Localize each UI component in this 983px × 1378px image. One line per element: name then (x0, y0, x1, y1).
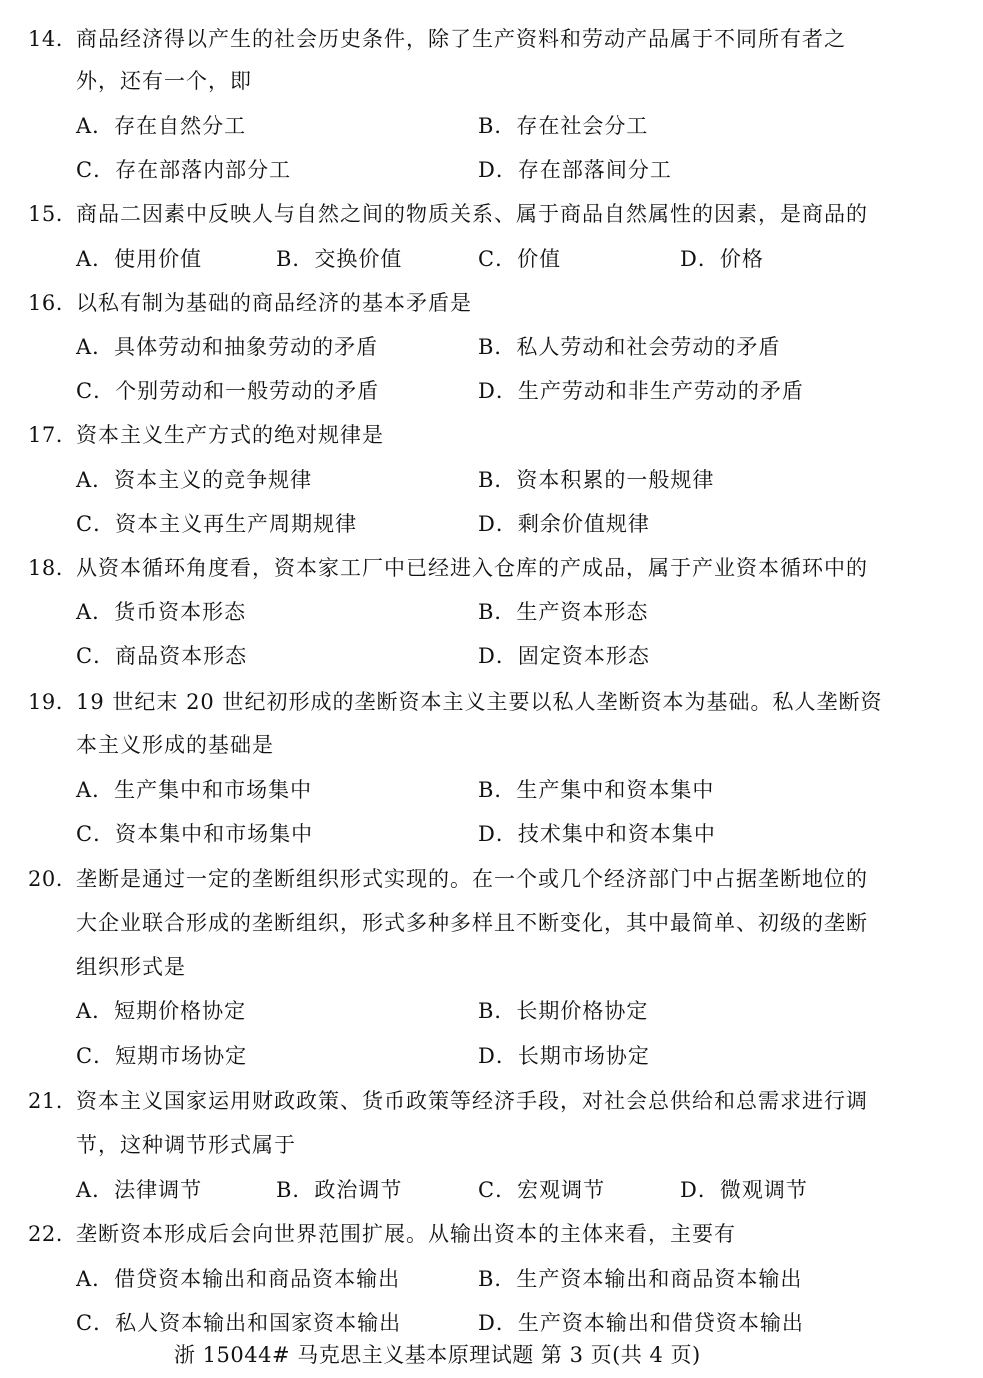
options-row (0, 819, 983, 849)
options-row (0, 1308, 983, 1338)
option-d: D．价格 (680, 247, 764, 271)
options-row (0, 155, 983, 185)
options-row (0, 465, 983, 495)
question-number: 22. (28, 1222, 63, 1246)
options-row (0, 597, 983, 627)
question-21 (0, 1086, 983, 1116)
option-a: A．货币资本形态 (76, 600, 247, 624)
question-stem-line: 商品经济得以产生的社会历史条件，除了生产资料和劳动产品属于不同所有者之 (76, 27, 846, 51)
option-b: B．生产资本输出和商品资本输出 (478, 1267, 803, 1291)
page-footer: 浙 15044# 马克思主义基本原理试题 第 3 页(共 4 页) (174, 1343, 701, 1367)
question-stem-line: 组织形式是 (76, 955, 186, 979)
options-row (0, 509, 983, 539)
question-stem-line: 以私有制为基础的商品经济的基本矛盾是 (76, 291, 472, 315)
options-row (0, 332, 983, 362)
option-c: C．价值 (478, 247, 562, 271)
option-b: B．政治调节 (276, 1178, 403, 1202)
option-d: D．固定资本形态 (478, 644, 650, 668)
question-number: 18. (28, 556, 63, 580)
question-20 (0, 864, 983, 894)
options-row (0, 996, 983, 1026)
question-number: 19. (28, 690, 63, 714)
options-row (0, 641, 983, 671)
option-a: A．资本主义的竞争规律 (76, 468, 313, 492)
question-stem-line: 资本主义生产方式的绝对规律是 (76, 423, 384, 447)
option-a: A．法律调节 (76, 1178, 203, 1202)
option-b: B．交换价值 (276, 247, 403, 271)
question-stem-line: 从资本循环角度看，资本家工厂中已经进入仓库的产成品，属于产业资本循环中的 (76, 556, 868, 580)
question-stem-line: 19 世纪末 20 世纪初形成的垄断资本主义主要以私人垄断资本为基础。私人垄断资 (76, 690, 883, 714)
question-22 (0, 1219, 983, 1249)
option-d: D．存在部落间分工 (478, 158, 672, 182)
question-stem-line: 垄断是通过一定的垄断组织形式实现的。在一个或几个经济部门中占据垄断地位的 (76, 867, 868, 891)
question-14-stem-cont (0, 66, 983, 96)
option-b: B．生产资本形态 (478, 600, 649, 624)
question-stem-line: 商品二因素中反映人与自然之间的物质关系、属于商品自然属性的因素，是商品的 (76, 202, 868, 226)
option-c: C．短期市场协定 (76, 1044, 248, 1068)
question-number: 15. (28, 202, 63, 226)
option-b: B．存在社会分工 (478, 114, 649, 138)
option-a: A．存在自然分工 (76, 114, 247, 138)
option-c: C．存在部落内部分工 (76, 158, 292, 182)
question-20-stem-cont (0, 908, 983, 938)
options-row (0, 244, 983, 274)
question-number: 14. (28, 27, 63, 51)
question-14 (0, 24, 983, 54)
option-c: C．资本集中和市场集中 (76, 822, 314, 846)
option-d: D．生产资本输出和借贷资本输出 (478, 1311, 804, 1335)
question-18 (0, 553, 983, 583)
options-row (0, 1264, 983, 1294)
option-d: D．生产劳动和非生产劳动的矛盾 (478, 379, 804, 403)
option-b: B．长期价格协定 (478, 999, 649, 1023)
option-d: D．技术集中和资本集中 (478, 822, 716, 846)
question-stem-line: 大企业联合形成的垄断组织，形式多种多样且不断变化，其中最简单、初级的垄断 (76, 911, 868, 935)
option-c: C．宏观调节 (478, 1178, 606, 1202)
option-c: C．资本主义再生产周期规律 (76, 512, 358, 536)
question-stem-line: 本主义形成的基础是 (76, 733, 274, 757)
question-16 (0, 288, 983, 318)
question-number: 17. (28, 423, 63, 447)
question-19-stem-cont (0, 730, 983, 760)
question-19 (0, 687, 983, 717)
options-row (0, 111, 983, 141)
option-c: C．商品资本形态 (76, 644, 248, 668)
question-17 (0, 420, 983, 450)
question-stem-line: 节，这种调节形式属于 (76, 1133, 296, 1157)
option-a: A．生产集中和市场集中 (76, 778, 313, 802)
option-b: B．生产集中和资本集中 (478, 778, 715, 802)
option-c: C．私人资本输出和国家资本输出 (76, 1311, 402, 1335)
option-a: A．具体劳动和抽象劳动的矛盾 (76, 335, 379, 359)
question-stem-line: 资本主义国家运用财政政策、货币政策等经济手段，对社会总供给和总需求进行调 (76, 1089, 868, 1113)
question-number: 16. (28, 291, 63, 315)
options-row (0, 1041, 983, 1071)
question-number: 21. (28, 1089, 63, 1113)
option-a: A．使用价值 (76, 247, 203, 271)
option-d: D．长期市场协定 (478, 1044, 650, 1068)
question-21-stem-cont (0, 1130, 983, 1160)
question-number: 20. (28, 867, 63, 891)
options-row (0, 376, 983, 406)
option-c: C．个别劳动和一般劳动的矛盾 (76, 379, 380, 403)
question-stem-line: 外，还有一个，即 (76, 69, 252, 93)
option-b: B．资本积累的一般规律 (478, 468, 715, 492)
option-d: D．剩余价值规律 (478, 512, 650, 536)
question-20-stem-cont (0, 952, 983, 982)
option-d: D．微观调节 (680, 1178, 808, 1202)
option-a: A．短期价格协定 (76, 999, 247, 1023)
option-b: B．私人劳动和社会劳动的矛盾 (478, 335, 781, 359)
question-15 (0, 199, 983, 229)
options-row (0, 775, 983, 805)
option-a: A．借贷资本输出和商品资本输出 (76, 1267, 401, 1291)
options-row (0, 1175, 983, 1205)
question-stem-line: 垄断资本形成后会向世界范围扩展。从输出资本的主体来看，主要有 (76, 1222, 736, 1246)
